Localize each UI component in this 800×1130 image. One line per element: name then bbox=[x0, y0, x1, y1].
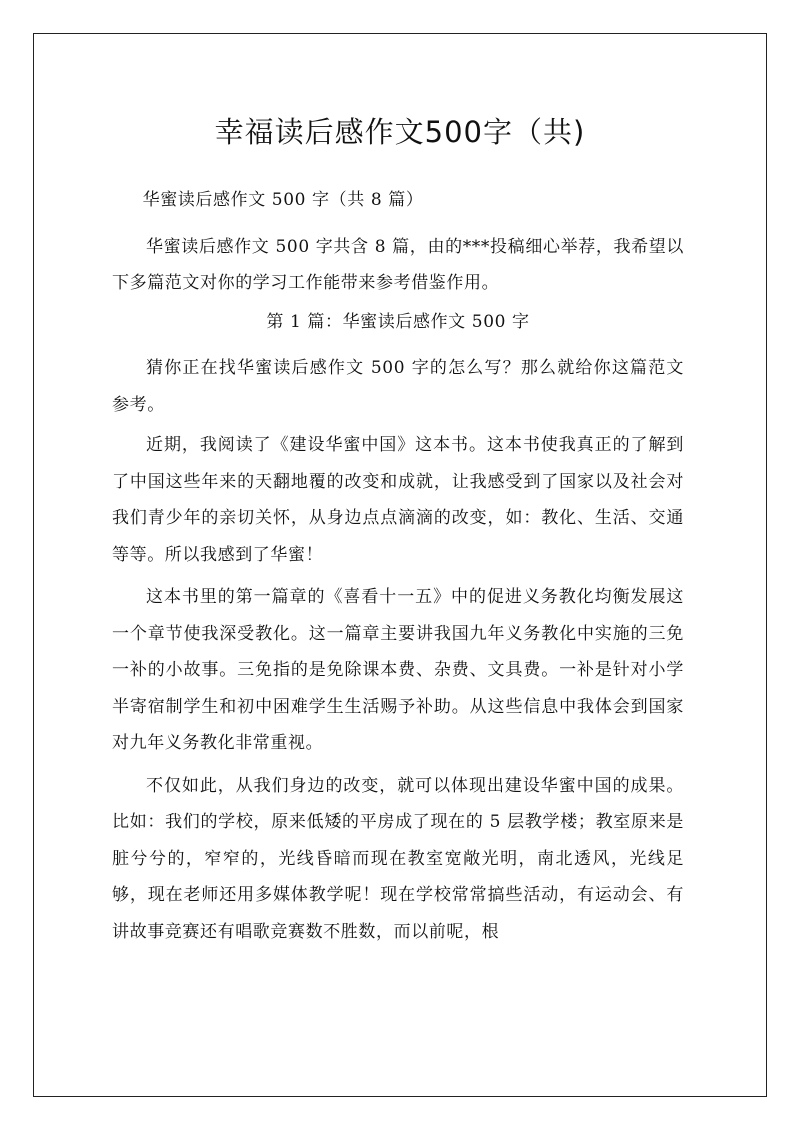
body-paragraph: 不仅如此，从我们身边的改变，就可以体现出建设华蜜中国的成果。比如：我们的学校，原来低矮的平房成了现在的 5 层教学楼；教室原来是脏兮兮的，窄窄的，光线昏暗而现在教室宽敞光明，南北透风，光线足够，现在老师还用多媒体教学呢！现在学校常常搞些活动，有运动会、有讲故事竞赛还有唱歌竞赛数不胜数，而以前呢，根 bbox=[112, 775, 684, 942]
chapter-heading: 第 1 篇：华蜜读后感作文 500 字 bbox=[266, 311, 530, 332]
document-subtitle: 华蜜读后感作文 500 字（共 8 篇） bbox=[142, 190, 424, 210]
body-paragraph: 近期，我阅读了《建设华蜜中国》这本书。这本书使我真正的了解到了中国这些年来的天翻地覆的改变和成就，让我感受到了国家以及社会对我们青少年的亲切关怀，从身边点点滴滴的改变，如：教化、生活、交通等等。所以我感到了华蜜！ bbox=[112, 435, 684, 565]
intro-paragraph: 华蜜读后感作文 500 字共含 8 篇，由的***投稿细心举荐，我希望以下多篇范文对你的学习工作能带来参考借鉴作用。 bbox=[112, 236, 684, 293]
body-paragraph: 这本书里的第一篇章的《喜看十一五》中的促进义务教化均衡发展这一个章节使我深受教化。这一篇章主要讲我国九年义务教化中实施的三免一补的小故事。三免指的是免除课本费、杂费、文具费。一补是针对小学半寄宿制学生和初中困难学生生活赐予补助。从这些信息中我体会到国家对九年义务教化非常重视。 bbox=[112, 587, 684, 753]
document-body bbox=[112, 182, 684, 950]
body-paragraph: 猜你正在找华蜜读后感作文 500 字的怎么写？那么就给你这篇范文参考。 bbox=[112, 358, 684, 415]
document-title: 幸福读后感作文500字（共) bbox=[214, 115, 586, 149]
